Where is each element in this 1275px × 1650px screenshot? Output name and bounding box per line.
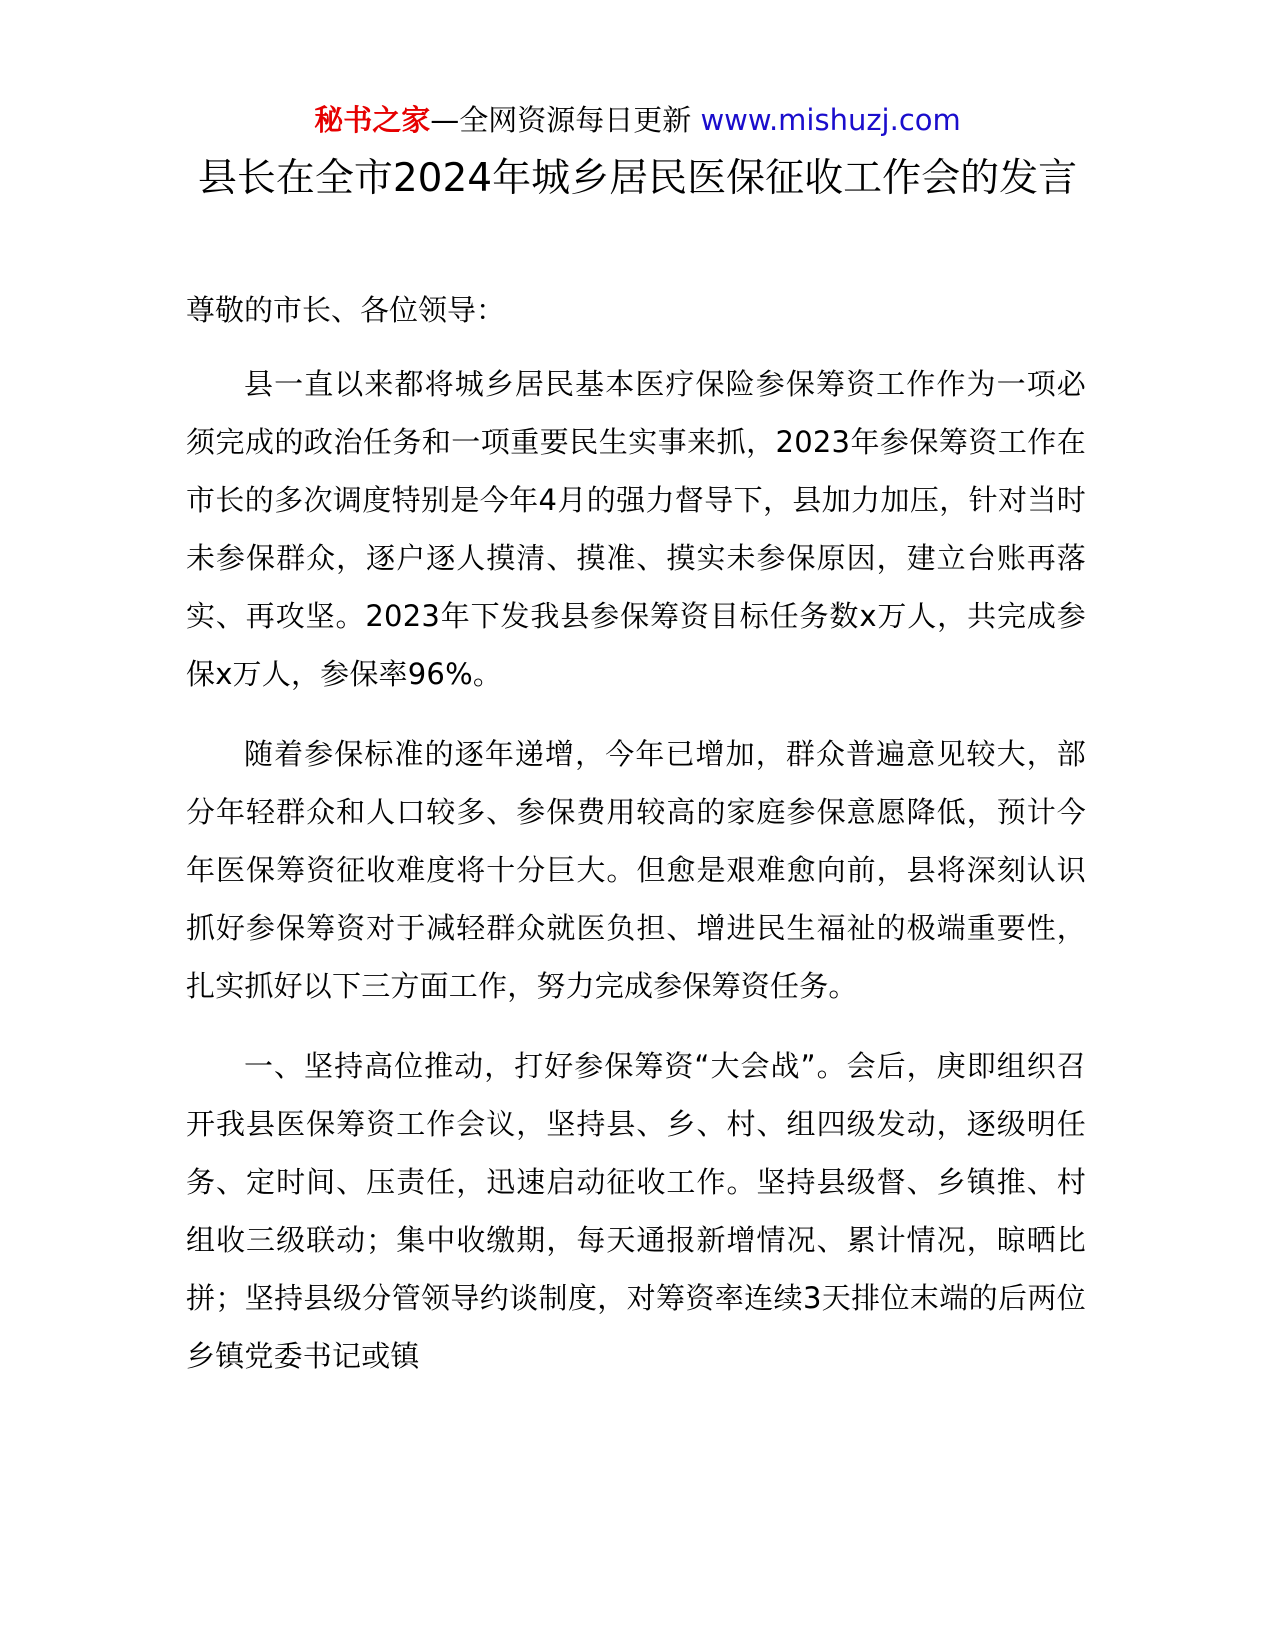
site-url-link[interactable]: www.mishuzj.com [700,103,961,137]
paragraph-1: 县一直以来都将城乡居民基本医疗保险参保筹资工作作为一项必须完成的政治任务和一项重要民生实事来抓，2023年参保筹资工作在市长的多次调度特别是今年4月的强力督导下，县加力加压，针对当时未参保群众，逐户逐人摸清、摸准、摸实未参保原因，建立台账再落实、再攻坚。2023年下发我县参保筹资目标任务数x万人，共完成参保x万人，参保率96%。 [186,367,1086,691]
document-body [186,355,1086,1407]
document-title: 县长在全市2024年城乡居民医保征收工作会的发言 [197,156,1078,201]
brand-name: 秘书之家 [314,103,431,137]
salutation: 尊敬的市长、各位领导： [186,293,506,327]
header-tagline: —全网资源每日更新 [430,103,701,137]
paragraph-2: 随着参保标准的逐年递增，今年已增加，群众普遍意见较大，部分年轻群众和人口较多、参保费用较高的家庭参保意愿降低，预计今年医保筹资征收难度将十分巨大。但愈是艰难愈向前，县将深刻认识抓好参保筹资对于减轻群众就医负担、增进民生福祉的极端重要性，扎实抓好以下三方面工作，努力完成参保筹资任务。 [186,737,1086,1003]
site-header [0,100,1275,140]
paragraph-3: 一、坚持高位推动，打好参保筹资“大会战”。会后，庚即组织召开我县医保筹资工作会议，坚持县、乡、村、组四级发动，逐级明任务、定时间、压责任，迅速启动征收工作。坚持县级督、乡镇推、村组收三级联动；集中收缴期，每天通报新增情况、累计情况，晾晒比拼；坚持县级分管领导约谈制度，对筹资率连续3天排位末端的后两位乡镇党委书记或镇 [186,1049,1086,1373]
